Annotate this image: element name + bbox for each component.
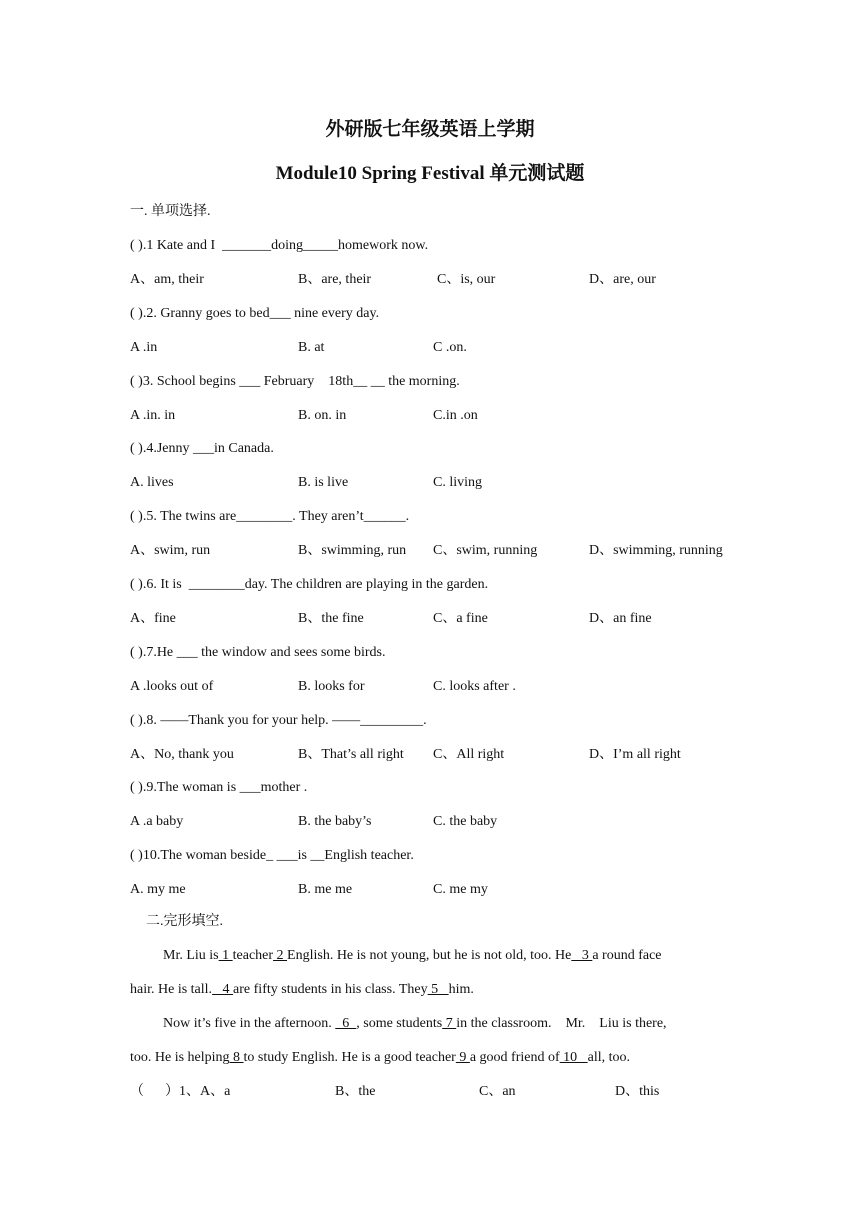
section-heading-choice: 一. 单项选择. <box>130 204 211 219</box>
passage-text: him. <box>448 982 474 997</box>
question-stem: ( )10.The woman beside_ ___is __English teacher. <box>130 848 414 863</box>
blank-7: 7 <box>442 1016 457 1031</box>
blank-8: 8 <box>229 1050 244 1065</box>
question-stem: ( ).7.He ___ the window and sees some birds. <box>130 645 386 660</box>
passage-text: Now it’s five in the afternoon. <box>163 1016 336 1031</box>
passage-text: teacher <box>232 948 274 963</box>
answer-option-b: B. me me <box>298 882 353 897</box>
passage-text: a good friend of <box>469 1050 560 1065</box>
answer-option-b: B. the baby’s <box>298 814 372 829</box>
answer-option-b: B. looks for <box>298 679 365 694</box>
document-subtitle: Module10 Spring Festival 单元测试题 <box>275 163 585 184</box>
blank-2: 2 <box>273 948 288 963</box>
answer-option-b: B. on. in <box>298 408 347 423</box>
passage-text: a round face <box>592 948 662 963</box>
question-stem: ( ).9.The woman is ___mother . <box>130 780 308 795</box>
answer-option-c: C .on. <box>433 340 467 355</box>
answer-option-c: C. me my <box>433 882 488 897</box>
answer-option-c: C、All right <box>433 747 505 762</box>
answer-option-b: B、are, their <box>298 272 372 287</box>
answer-option-c: C. living <box>433 475 483 490</box>
question-stem: ( ).6. It is ________day. The children are playing in the garden. <box>130 577 489 592</box>
passage-text: , some students <box>356 1016 443 1031</box>
blank-5: 5 <box>427 982 449 997</box>
blank-4: 4 <box>212 982 234 997</box>
passage-text: all, too. <box>587 1050 631 1065</box>
cloze-option-d: D、this <box>615 1084 660 1099</box>
cloze-option-b: B、the <box>335 1084 376 1099</box>
answer-option-a: A .in. in <box>130 408 176 423</box>
cloze-option-c: C、an <box>479 1084 516 1099</box>
answer-option-a: A .a baby <box>130 814 184 829</box>
answer-option-b: B、swimming, run <box>298 543 407 558</box>
cloze-question-1: （ ）1、A、a <box>130 1084 231 1099</box>
answer-option-a: A .in <box>130 340 158 355</box>
passage-text: hair. He is tall. <box>130 982 213 997</box>
answer-option-a: A. lives <box>130 475 174 490</box>
blank-9: 9 <box>455 1050 470 1065</box>
passage-line-2 <box>130 981 732 999</box>
passage-line-1 <box>163 947 765 965</box>
blank-1: 1 <box>218 948 233 963</box>
answer-option-a: A、fine <box>130 611 176 626</box>
answer-option-b: B. is live <box>298 475 349 490</box>
answer-option-d: D、an fine <box>589 611 652 626</box>
question-stem: ( ).2. Granny goes to bed___ nine every day. <box>130 306 380 321</box>
question-stem: ( ).5. The twins are________. They aren’t______. <box>130 509 410 524</box>
answer-option-b: B、That’s all right <box>298 747 404 762</box>
passage-text: English. He is not young, but he is not old, too. He <box>287 948 572 963</box>
passage-line-3 <box>163 1015 765 1033</box>
passage-text: Mr. Liu is <box>163 948 219 963</box>
passage-text: are fifty students in his class. They <box>233 982 428 997</box>
answer-option-d: D、are, our <box>589 272 656 287</box>
answer-option-c: C、swim, running <box>433 543 538 558</box>
answer-option-a: A、swim, run <box>130 543 211 558</box>
blank-6: 6 <box>335 1016 357 1031</box>
blank-3: 3 <box>571 948 593 963</box>
answer-option-c: C. looks after . <box>433 679 516 694</box>
answer-option-c: C.in .on <box>433 408 478 423</box>
question-stem: ( )3. School begins ___ February 18th__ __ the morning. <box>130 374 460 389</box>
question-stem: ( ).1 Kate and I _______doing_____homework now. <box>130 238 429 253</box>
passage-text: in the classroom. Mr. Liu is there, <box>456 1016 667 1031</box>
passage-text: too. He is helping <box>130 1050 230 1065</box>
answer-option-a: A、am, their <box>130 272 204 287</box>
section-heading-cloze: 二.完形填空. <box>146 914 223 929</box>
question-stem: ( ).4.Jenny ___in Canada. <box>130 441 274 456</box>
answer-option-b: B、the fine <box>298 611 364 626</box>
answer-option-d: D、swimming, running <box>589 543 723 558</box>
blank-10: 10 <box>559 1050 588 1065</box>
answer-option-c: C. the baby <box>433 814 498 829</box>
passage-text: to study English. He is a good teacher <box>243 1050 456 1065</box>
answer-option-a: A .looks out of <box>130 679 214 694</box>
answer-option-c: C、is, our <box>437 272 496 287</box>
question-stem: ( ).8. ——Thank you for your help. ——_________. <box>130 713 427 728</box>
answer-option-a: A. my me <box>130 882 186 897</box>
answer-option-d: D、I’m all right <box>589 747 681 762</box>
document-title: 外研版七年级英语上学期 <box>325 118 535 140</box>
passage-line-4 <box>130 1049 732 1067</box>
answer-option-b: B. at <box>298 340 325 355</box>
answer-option-a: A、No, thank you <box>130 747 234 762</box>
answer-option-c: C、a fine <box>433 611 488 626</box>
